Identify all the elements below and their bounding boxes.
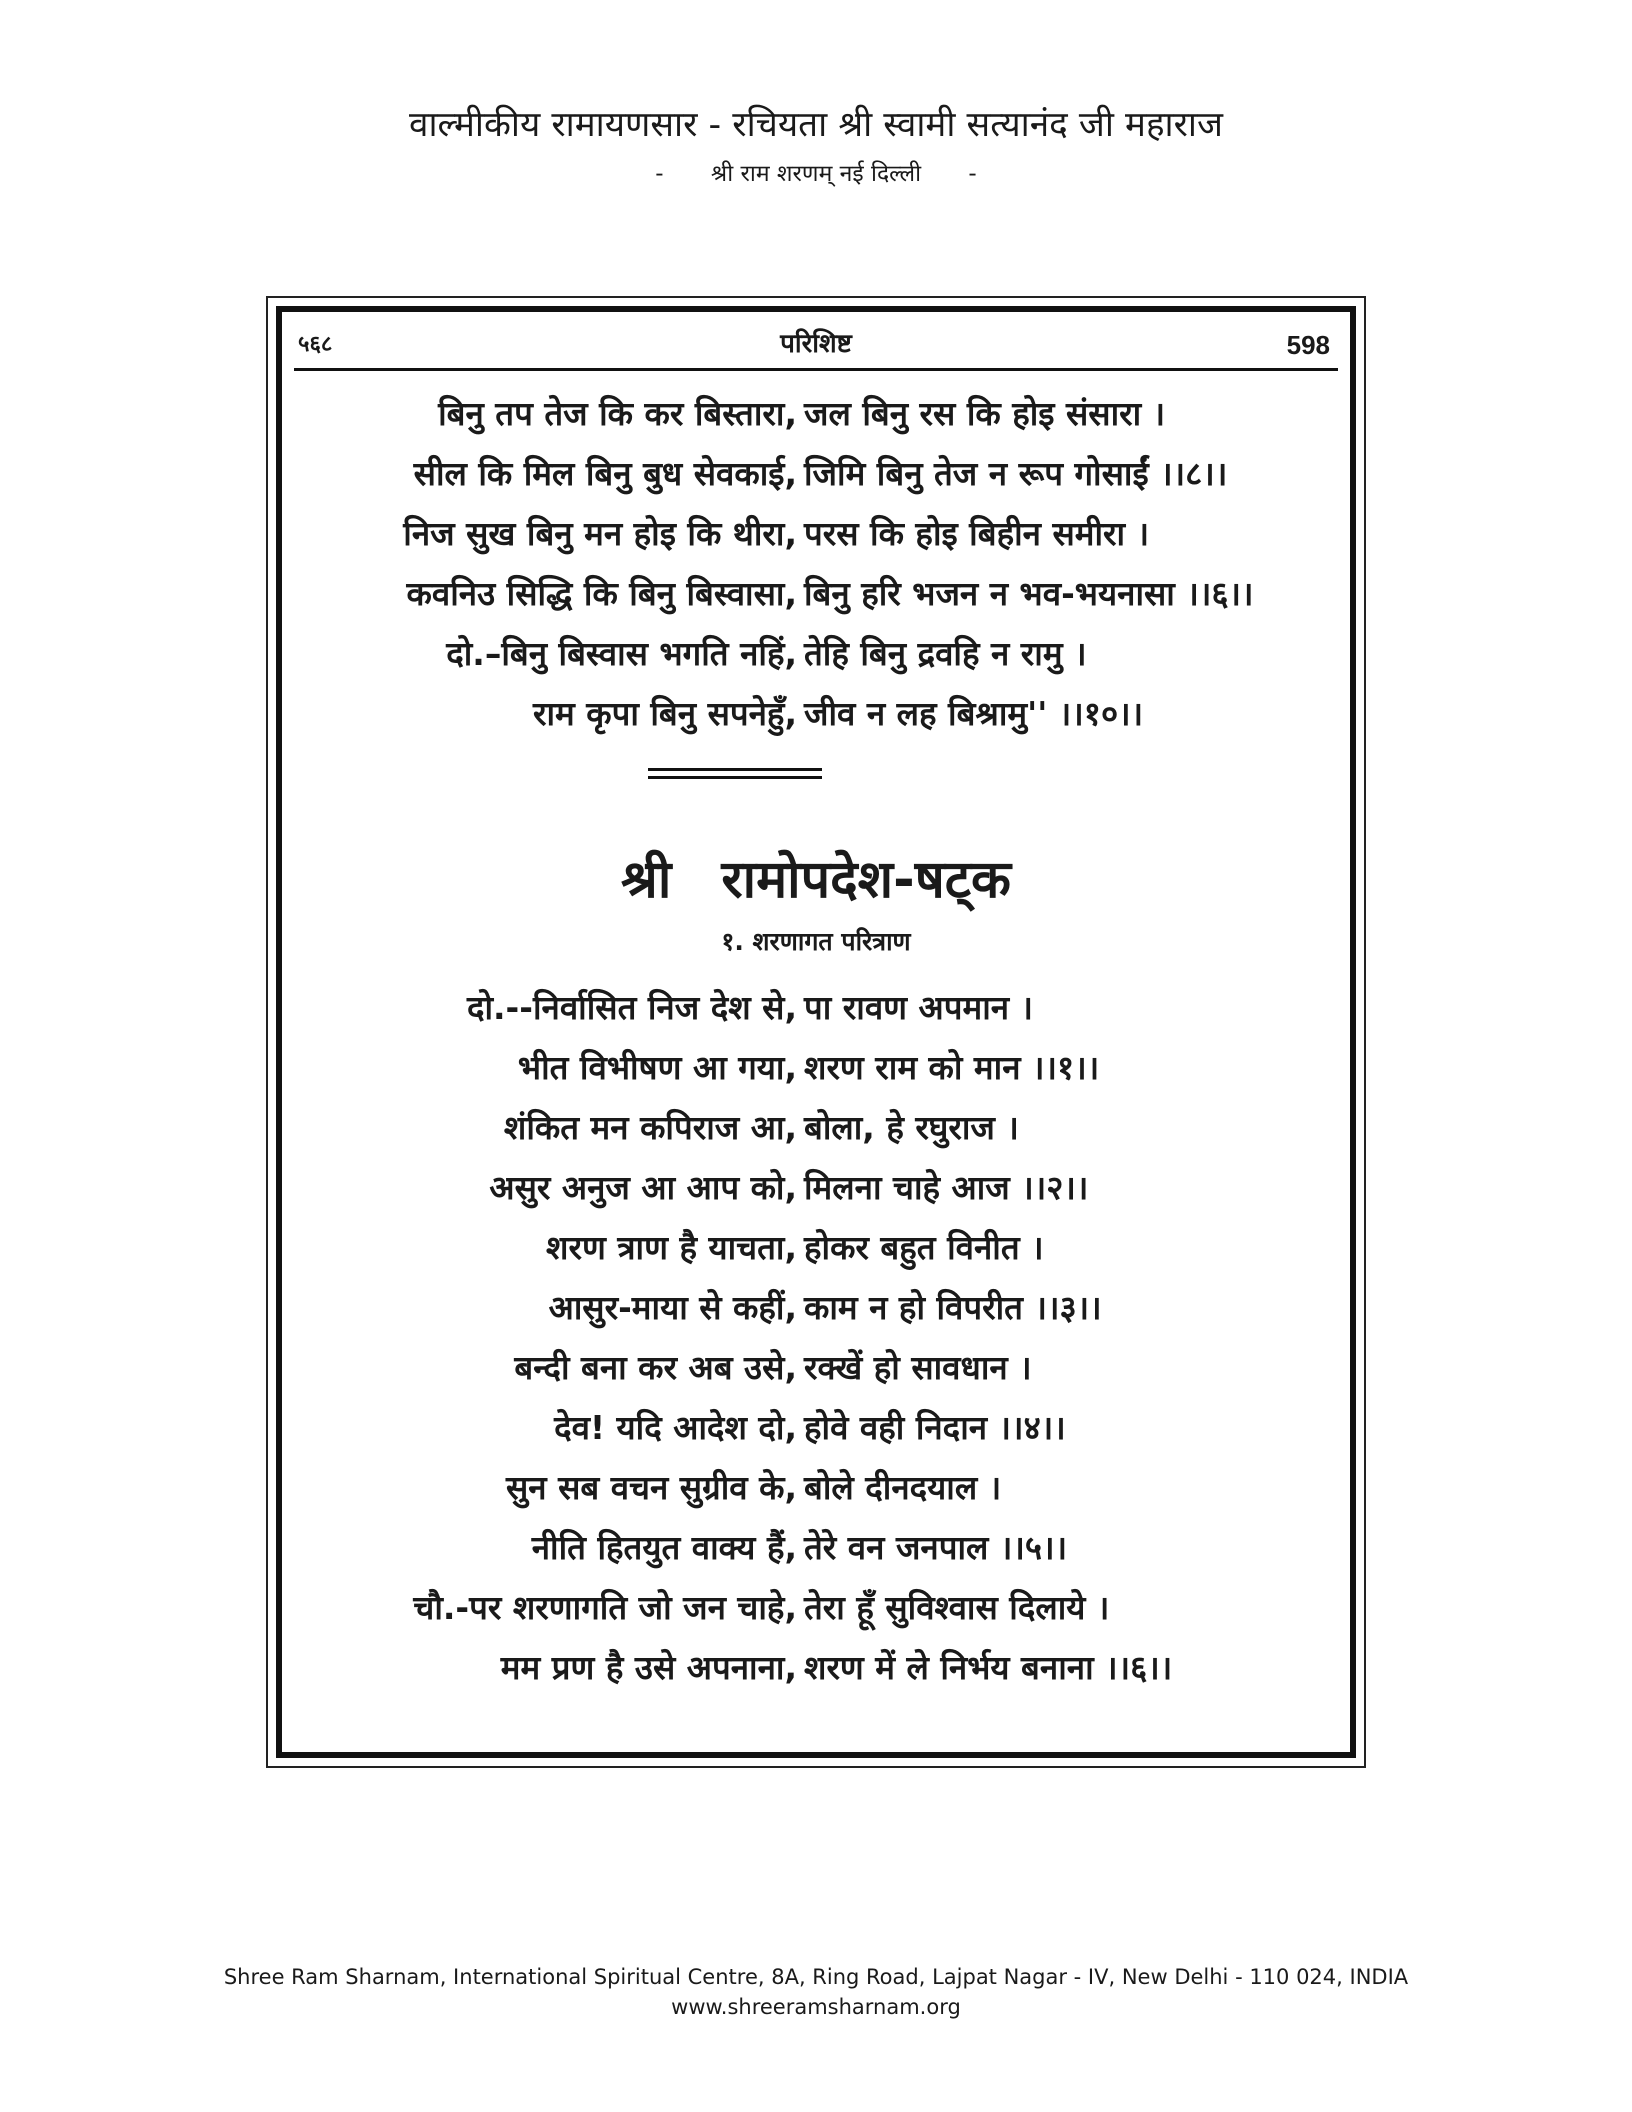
dash-left: - bbox=[655, 161, 664, 187]
section-title-main: रामोपदेश-षट्क bbox=[721, 850, 1011, 910]
verse-second-half: जल बिनु रस कि होइ संसारा । bbox=[804, 394, 1166, 433]
verse-second-half: शरण में ले निर्भय बनाना ।।६।। bbox=[804, 1648, 1173, 1687]
verse-second-half: होवे वही निदान ।।४।। bbox=[804, 1408, 1066, 1447]
verse-first-half: बिनु तप तेज कि कर बिस्तारा, bbox=[438, 394, 797, 433]
verse-first-half: नीति हितयुत वाक्य हैं, bbox=[531, 1528, 797, 1567]
section-subtitle: १. शरणागत परित्राण bbox=[721, 927, 911, 956]
verse-first-half: सील कि मिल बिनु बुध सेवकाई, bbox=[413, 454, 797, 493]
verse-second-half: बिनु हरि भजन न भव-भयनासा ।।६।। bbox=[804, 574, 1254, 613]
verse-first-half: सुन सब वचन सुग्रीव के, bbox=[505, 1468, 797, 1507]
verse-second-half: पा रावण अपमान । bbox=[804, 988, 1034, 1027]
verse-second-half: शरण राम को मान ।।१।। bbox=[804, 1048, 1100, 1087]
divider-rule bbox=[648, 768, 822, 771]
publisher-line bbox=[0, 156, 1632, 192]
document-footer bbox=[0, 1962, 1632, 2022]
footer-website[interactable]: www.shreeramsharnam.org bbox=[671, 1995, 961, 2019]
verse-first-half: निज सुख बिनु मन होइ कि थीरा, bbox=[403, 514, 797, 553]
verse-second-half: मिलना चाहे आज ।।२।। bbox=[804, 1168, 1089, 1207]
verse-first-half: कवनिउ सिद्धि कि बिनु बिस्वासा, bbox=[406, 574, 797, 613]
dash-right: - bbox=[968, 161, 977, 187]
page-number-hindi: ५६८ bbox=[298, 332, 333, 357]
footer-address: Shree Ram Sharnam, International Spiritual Centre, 8A, Ring Road, Lajpat Nagar - IV, New Delhi - 110 024, INDIA bbox=[223, 1965, 1409, 1989]
verse-first-half: बन्दी बना कर अब उसे, bbox=[514, 1348, 797, 1387]
section-title-prefix: श्री bbox=[621, 850, 672, 910]
verse-first-half: देव! यदि आदेश दो, bbox=[554, 1408, 797, 1447]
page-running-head bbox=[294, 318, 1338, 371]
page-number: 598 bbox=[1286, 330, 1330, 360]
verse-second-half: परस कि होइ बिहीन समीरा । bbox=[804, 514, 1150, 553]
page-frame bbox=[266, 296, 1366, 1768]
verse-second-half: तेहि बिनु द्रवहि न रामु । bbox=[804, 634, 1087, 673]
verse-first-half: आसुर-माया से कहीं, bbox=[548, 1288, 797, 1327]
publisher-name: श्री राम शरणम् नई दिल्ली bbox=[710, 161, 922, 187]
verse-first-half: दो.–बिनु बिस्वास भगति नहिं, bbox=[446, 634, 797, 673]
verse-second-half: जीव न लह बिश्रामु'' ।।१०।। bbox=[804, 694, 1144, 733]
verse-first-half: मम प्रण है उसे अपनाना, bbox=[500, 1648, 797, 1687]
verse-first-half: दो.--निर्वासित निज देश से, bbox=[466, 988, 797, 1027]
verse-first-half: भीत विभीषण आ गया, bbox=[517, 1048, 797, 1087]
book-title: वाल्मीकीय रामायणसार - रचियता श्री स्वामी सत्यानंद जी महाराज bbox=[409, 105, 1223, 145]
document-header bbox=[0, 100, 1632, 192]
verse-first-half: शरण त्राण है याचता, bbox=[546, 1228, 797, 1267]
verse-second-half: बोला, हे रघुराज । bbox=[804, 1108, 1019, 1147]
verse-second-half: होकर बहुत विनीत । bbox=[804, 1228, 1044, 1267]
verse-second-half: काम न हो विपरीत ।।३।। bbox=[804, 1288, 1102, 1327]
verse-second-half: तेरा हूँ सुविश्वास दिलाये । bbox=[804, 1588, 1110, 1627]
verse-first-half: चौ.-पर शरणागति जो जन चाहे, bbox=[413, 1588, 797, 1627]
section-heading: परिशिष्ट bbox=[780, 329, 852, 359]
verse-first-half: राम कृपा बिनु सपनेहुँ, bbox=[532, 694, 797, 733]
page-frame-inner bbox=[276, 306, 1356, 1758]
verse-second-half: रक्खें हो सावधान । bbox=[804, 1348, 1032, 1387]
verse-first-half: असुर अनुज आ आप को, bbox=[489, 1168, 797, 1207]
verse-first-half: शंकित मन कपिराज आ, bbox=[503, 1108, 797, 1147]
verse-second-half: बोले दीनदयाल । bbox=[804, 1468, 1002, 1507]
verse-second-half: तेरे वन जनपाल ।।५।। bbox=[804, 1528, 1068, 1567]
verse-second-half: जिमि बिनु तेज न रूप गोसाईं ।।८।। bbox=[804, 454, 1228, 493]
section-title bbox=[282, 842, 1350, 913]
divider-rule bbox=[648, 776, 822, 779]
